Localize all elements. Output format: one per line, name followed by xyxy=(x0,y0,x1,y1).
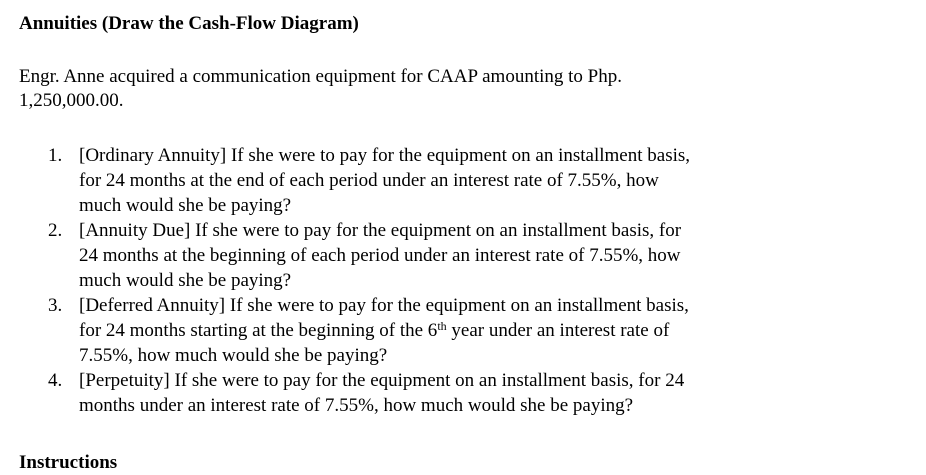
question-line: 24 months at the beginning of each period under an interest rate of 7.55%, how xyxy=(79,245,681,266)
question-item xyxy=(0,143,926,218)
problem-statement-line: Engr. Anne acquired a communication equipment for CAAP amounting to Php. xyxy=(19,66,622,87)
question-item xyxy=(0,218,926,293)
instructions-heading: Instructions xyxy=(19,452,118,473)
question-item xyxy=(0,293,926,368)
question-line: [Deferred Annuity] If she were to pay for the equipment on an installment basis, xyxy=(79,295,689,316)
question-line: for 24 months at the end of each period under an interest rate of 7.55%, how xyxy=(79,170,659,191)
question-number: 4. xyxy=(48,370,63,391)
question-number: 2. xyxy=(48,220,63,241)
question-text xyxy=(79,218,926,293)
question-line: [Perpetuity] If she were to pay for the equipment on an installment basis, for 24 xyxy=(79,370,685,391)
question-text xyxy=(79,293,926,368)
question-line-part: year under an interest rate of xyxy=(446,320,670,341)
ordinal-superscript: th xyxy=(437,319,447,333)
problem-statement-line: 1,250,000.00. xyxy=(19,90,124,111)
question-line xyxy=(79,318,926,343)
question-line-part: for 24 months starting at the beginning of the 6 xyxy=(79,320,438,341)
question-number: 3. xyxy=(48,295,63,316)
question-line: much would she be paying? xyxy=(79,195,292,216)
question-text xyxy=(79,143,926,218)
question-line: [Annuity Due] If she were to pay for the equipment on an installment basis, for xyxy=(79,220,682,241)
question-line: months under an interest rate of 7.55%, how much would she be paying? xyxy=(79,395,634,416)
question-number: 1. xyxy=(48,145,63,166)
question-text xyxy=(79,368,926,418)
question-list xyxy=(0,143,926,418)
question-line: [Ordinary Annuity] If she were to pay for the equipment on an installment basis, xyxy=(79,145,691,166)
problem-statement xyxy=(19,65,799,113)
section-heading: Annuities (Draw the Cash-Flow Diagram) xyxy=(19,13,359,34)
question-item xyxy=(0,368,926,418)
question-line: 7.55%, how much would she be paying? xyxy=(79,345,388,366)
question-line: much would she be paying? xyxy=(79,270,292,291)
